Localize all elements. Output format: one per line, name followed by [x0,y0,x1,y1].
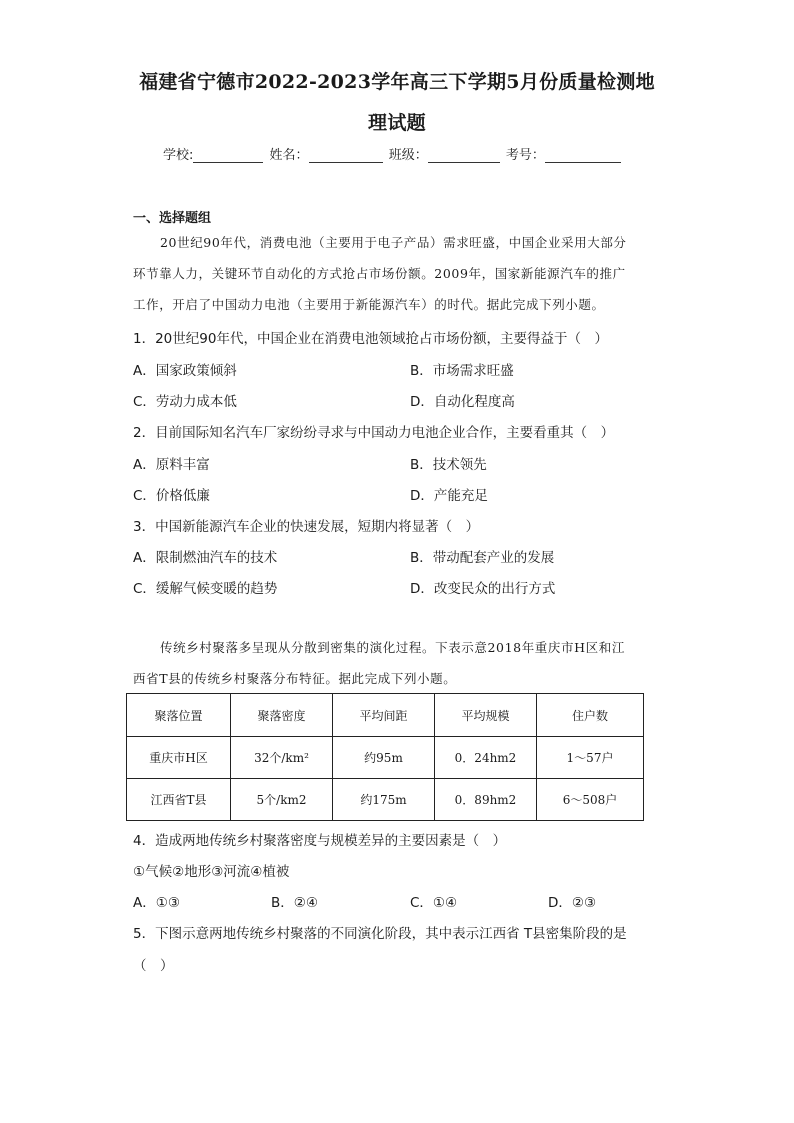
table-cell: 1～57户 [537,737,644,779]
table-cell: 约95m [333,737,435,779]
question-4-factors: ①气候②地形③河流④植被 [133,864,290,880]
question-5-answer-brackets: （ ） [133,958,174,974]
question-3-stem: 3．中国新能源汽车企业的快速发展，短期内将显著（ ） [133,519,480,535]
table-header-cell: 聚落密度 [231,694,333,737]
table-row [127,779,644,821]
table-header-cell: 聚落位置 [127,694,231,737]
name-blank[interactable] [309,148,383,163]
table-cell: 重庆市H区 [127,737,231,779]
student-info-row [163,144,623,163]
school-label: 学校: [163,148,194,163]
page-title-line1: 福建省宁德市2022-2023学年高三下学期5月份质量检测地 [139,71,655,93]
passage-line: 西省T县的传统乡村聚落分布特征。据此完成下列小题。 [133,671,457,686]
q4-option-a[interactable]: A．①③ [133,895,180,911]
table-cell: 0．89hm2 [435,779,537,821]
number-label: 考号： [505,148,545,163]
q2-option-a[interactable]: A．原料丰富 [133,457,210,473]
table-cell: 32个/km² [231,737,333,779]
passage-line: 传统乡村聚落多呈现从分散到密集的演化过程。下表示意2018年重庆市H区和江 [160,640,625,655]
q3-option-b[interactable]: B．带动配套产业的发展 [410,550,555,566]
q1-option-c[interactable]: C．劳动力成本低 [133,394,237,410]
table-header-row [127,694,644,737]
question-2-stem: 2．目前国际知名汽车厂家纷纷寻求与中国动力电池企业合作，主要看重其（ ） [133,425,615,441]
section-title: 一、选择题组 [133,211,212,226]
passage-line: 20世纪90年代，消费电池（主要用于电子产品）需求旺盛，中国企业采用大部分 [160,235,627,250]
q4-option-c[interactable]: C．①④ [410,895,458,911]
table-cell: 约175m [333,779,435,821]
q2-option-b[interactable]: B．技术领先 [410,457,487,473]
q1-option-b[interactable]: B．市场需求旺盛 [410,363,514,379]
q1-option-a[interactable]: A．国家政策倾斜 [133,363,237,379]
q1-option-d[interactable]: D．自动化程度高 [410,394,515,410]
class-blank[interactable] [428,148,500,163]
table-cell: 5个/km2 [231,779,333,821]
table-cell: 江西省T县 [127,779,231,821]
table-header-cell: 平均规模 [435,694,537,737]
class-label: 班级： [388,148,428,163]
page-title-line2: 理试题 [368,112,426,134]
passage-line: 工作，开启了中国动力电池（主要用于新能源汽车）的时代。据此完成下列小题。 [133,297,605,312]
q3-option-c[interactable]: C．缓解气候变暖的趋势 [133,581,278,597]
school-blank[interactable] [193,148,263,163]
table-row [127,737,644,779]
q2-option-c[interactable]: C．价格低廉 [133,488,210,504]
number-blank[interactable] [545,148,621,163]
table-cell: 6～508户 [537,779,644,821]
passage-line: 环节靠人力，关键环节自动化的方式抢占市场份额。2009年，国家新能源汽车的推广 [133,266,626,281]
q3-option-d[interactable]: D．改变民众的出行方式 [410,581,556,597]
passage-group2 [133,632,661,694]
table-cell: 0．24hm2 [435,737,537,779]
passage-group1 [133,227,661,320]
q2-option-d[interactable]: D．产能充足 [410,488,488,504]
name-label: 姓名： [269,148,309,163]
q3-option-a[interactable]: A．限制燃油汽车的技术 [133,550,278,566]
question-5-stem: 5．下图示意两地传统乡村聚落的不同演化阶段，其中表示江西省 T县密集阶段的是 [133,926,627,942]
settlement-table [126,693,644,821]
q4-option-b[interactable]: B．②④ [271,895,318,911]
question-1-stem: 1．20世纪90年代，中国企业在消费电池领域抢占市场份额，主要得益于（ ） [133,331,608,347]
table-header-cell: 平均间距 [333,694,435,737]
question-4-stem: 4．造成两地传统乡村聚落密度与规模差异的主要因素是（ ） [133,833,507,849]
table-header-cell: 住户数 [537,694,644,737]
q4-option-d[interactable]: D．②③ [548,895,597,911]
